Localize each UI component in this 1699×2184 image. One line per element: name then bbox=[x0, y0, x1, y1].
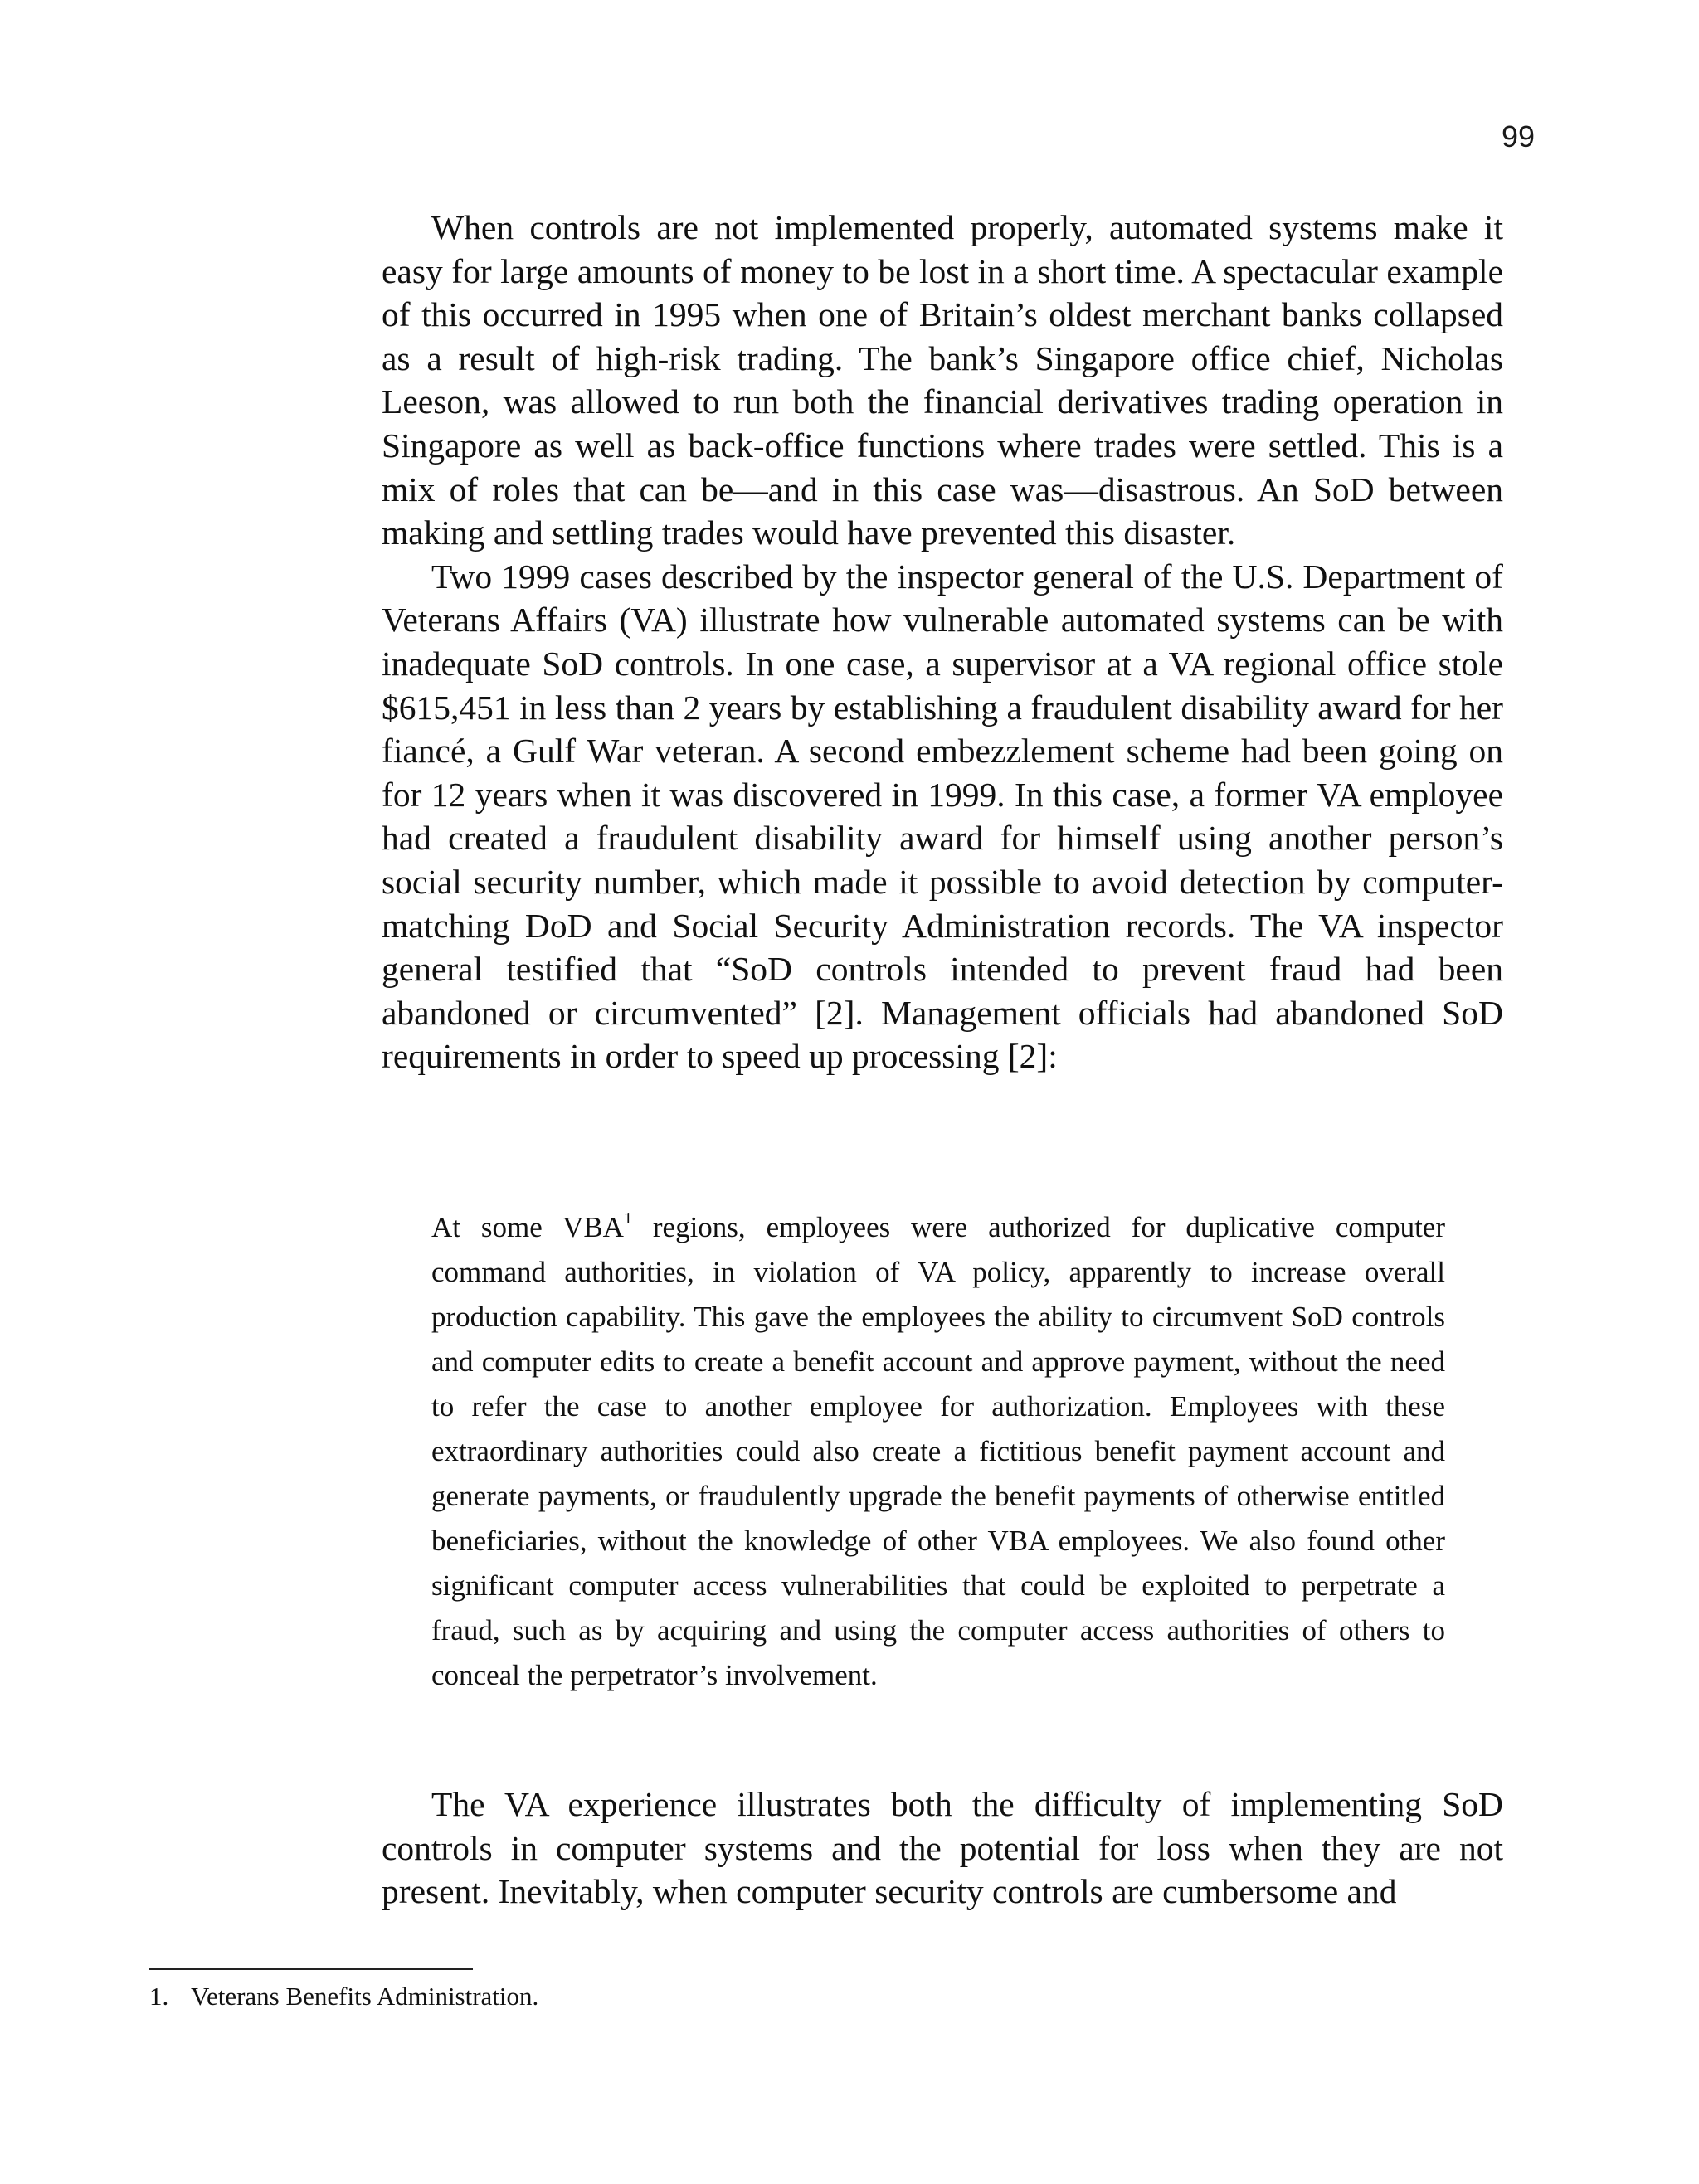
paragraph-leeson: When controls are not implemented properly, automated systems make it easy for large amounts of money to be lost in a short time. A spectacular example of this occurred in 1995 when one of Britain’s oldest merchant banks collapsed as a result of high-risk trading. The bank’s Singapore office chief, Nicholas Leeson, was allowed to run both the financial derivatives trading operation in Singapore as well as back-office functions where trades were settled. This is a mix of roles that can be—and in this case was—disastrous. An SoD between making and settling trades would have prevented this disaster. bbox=[382, 208, 1503, 552]
body-text-lower bbox=[382, 1783, 1503, 1914]
block-quote bbox=[431, 1205, 1445, 1698]
quote-paragraph bbox=[431, 1205, 1445, 1698]
footnote-divider bbox=[149, 1968, 473, 1970]
footnote-number: 1. bbox=[149, 1982, 169, 2011]
paragraph-va-experience: The VA experience illustrates both the difficulty of implementing SoD controls in computer systems and the potential for loss when they are not present. Inevitably, when computer security controls are cumbersome and bbox=[382, 1785, 1503, 1911]
quote-text: regions, employees were authorized for duplicative computer command authorities, in violation of VA policy, apparently to increase overall production capability. This gave the employees the ability to circumvent SoD controls and computer edits to create a benefit account and approve payment, without the need to refer the case to another employee for authorization. Employees with these extraordinary authorities could also create a fictitious benefit payment account and generate payments, or fraudulently upgrade the benefit payments of otherwise entitled beneficiaries, without the knowledge of other VBA employees. We also found other significant computer access vulnerabilities that could be exploited to perpetrate a fraud, such as by acquiring and using the computer access authorities of others to conceal the perpetrator’s involvement. bbox=[431, 1211, 1445, 1691]
quote-lead: At some VBA bbox=[431, 1211, 624, 1243]
paragraph-va-cases: Two 1999 cases described by the inspector general of the U.S. Department of Veterans Affairs (VA) illustrate how vulnerable automated systems can be with inadequate SoD controls. In one case, a supervisor at a VA regional office stole $615,451 in less than 2 years by establishing a fraudulent disability award for her fiancé, a Gulf War veteran. A second embezzlement scheme had been going on for 12 years when it was discovered in 1999. In this case, a former VA employee had created a fraudulent disability award for himself using another person’s social security number, which made it possible to avoid detection by computer-matching DoD and Social Security Administration records. The VA inspector general testified that “SoD controls intended to prevent fraud had been abandoned or circumvented” [2]. Management officials had abandoned SoD requirements in order to speed up processing [2]: bbox=[382, 557, 1503, 1076]
page-number: 99 bbox=[1501, 119, 1535, 153]
footnote bbox=[149, 1978, 1145, 2015]
body-text-upper bbox=[382, 206, 1503, 1078]
footnote-text: Veterans Benefits Administration. bbox=[191, 1982, 539, 2011]
footnote-reference: 1 bbox=[623, 1209, 632, 1228]
